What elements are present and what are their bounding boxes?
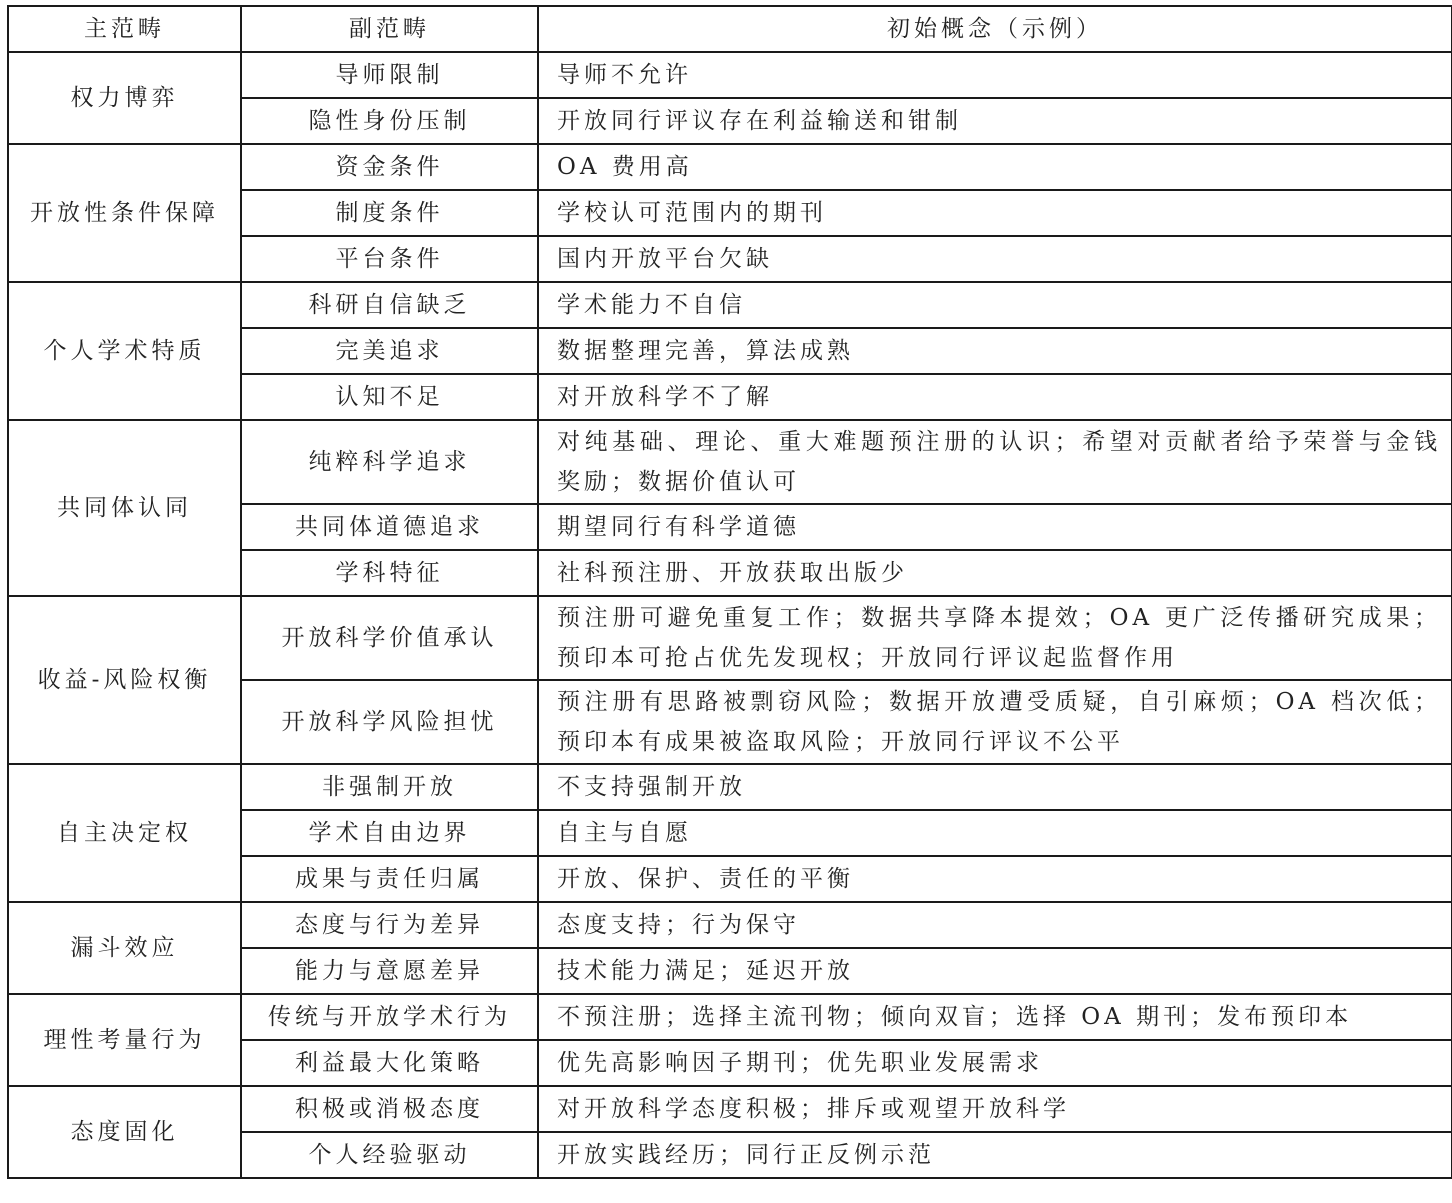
concept-cell: 学校认可范围内的期刊 bbox=[538, 190, 1452, 236]
sub-category-cell: 纯粹科学追求 bbox=[241, 420, 538, 504]
sub-category-cell: 成果与责任归属 bbox=[241, 856, 538, 902]
concept-cell: 对纯基础、理论、重大难题预注册的认识；希望对贡献者给予荣誉与金钱奖励；数据价值认可 bbox=[538, 420, 1452, 504]
concept-cell: 导师不允许 bbox=[538, 52, 1452, 98]
header-row bbox=[8, 6, 1452, 52]
concept-cell: 不支持强制开放 bbox=[538, 764, 1452, 810]
main-category-cell: 收益-风险权衡 bbox=[8, 596, 241, 764]
concept-cell: 预注册可避免重复工作；数据共享降本提效；OA 更广泛传播研究成果；预印本可抢占优先发现权；开放同行评议起监督作用 bbox=[538, 596, 1452, 680]
table-row bbox=[8, 282, 1452, 328]
header-initial-concept: 初始概念（示例） bbox=[538, 6, 1452, 52]
concept-cell: 开放同行评议存在利益输送和钳制 bbox=[538, 98, 1452, 144]
concept-cell: OA 费用高 bbox=[538, 144, 1452, 190]
concept-cell: 对开放科学态度积极；排斥或观望开放科学 bbox=[538, 1086, 1452, 1132]
table-row bbox=[8, 764, 1452, 810]
header-sub-category: 副范畴 bbox=[241, 6, 538, 52]
sub-category-cell: 共同体道德追求 bbox=[241, 504, 538, 550]
sub-category-cell: 开放科学价值承认 bbox=[241, 596, 538, 680]
sub-category-cell: 科研自信缺乏 bbox=[241, 282, 538, 328]
sub-category-cell: 态度与行为差异 bbox=[241, 902, 538, 948]
main-category-cell: 共同体认同 bbox=[8, 420, 241, 596]
table-row bbox=[8, 994, 1452, 1040]
concept-cell: 国内开放平台欠缺 bbox=[538, 236, 1452, 282]
table-row bbox=[8, 420, 1452, 504]
table-row bbox=[8, 52, 1452, 98]
sub-category-cell: 利益最大化策略 bbox=[241, 1040, 538, 1086]
main-category-cell: 权力博弈 bbox=[8, 52, 241, 144]
concept-cell: 开放实践经历；同行正反例示范 bbox=[538, 1132, 1452, 1178]
concept-cell: 开放、保护、责任的平衡 bbox=[538, 856, 1452, 902]
sub-category-cell: 隐性身份压制 bbox=[241, 98, 538, 144]
main-category-cell: 自主决定权 bbox=[8, 764, 241, 902]
sub-category-cell: 传统与开放学术行为 bbox=[241, 994, 538, 1040]
header-main-category: 主范畴 bbox=[8, 6, 241, 52]
sub-category-cell: 平台条件 bbox=[241, 236, 538, 282]
sub-category-cell: 学科特征 bbox=[241, 550, 538, 596]
sub-category-cell: 认知不足 bbox=[241, 374, 538, 420]
sub-category-cell: 导师限制 bbox=[241, 52, 538, 98]
concept-cell: 技术能力满足；延迟开放 bbox=[538, 948, 1452, 994]
sub-category-cell: 能力与意愿差异 bbox=[241, 948, 538, 994]
table-row bbox=[8, 902, 1452, 948]
sub-category-cell: 开放科学风险担忧 bbox=[241, 680, 538, 764]
concept-cell: 社科预注册、开放获取出版少 bbox=[538, 550, 1452, 596]
sub-category-cell: 非强制开放 bbox=[241, 764, 538, 810]
sub-category-cell: 学术自由边界 bbox=[241, 810, 538, 856]
main-category-cell: 个人学术特质 bbox=[8, 282, 241, 420]
sub-category-cell: 资金条件 bbox=[241, 144, 538, 190]
table-row bbox=[8, 596, 1452, 680]
concept-cell: 对开放科学不了解 bbox=[538, 374, 1452, 420]
sub-category-cell: 积极或消极态度 bbox=[241, 1086, 538, 1132]
concept-cell: 学术能力不自信 bbox=[538, 282, 1452, 328]
main-category-cell: 理性考量行为 bbox=[8, 994, 241, 1086]
main-category-cell: 态度固化 bbox=[8, 1086, 241, 1178]
concept-cell: 预注册有思路被剽窃风险；数据开放遭受质疑，自引麻烦；OA 档次低；预印本有成果被盗取风险；开放同行评议不公平 bbox=[538, 680, 1452, 764]
sub-category-cell: 制度条件 bbox=[241, 190, 538, 236]
concept-cell: 自主与自愿 bbox=[538, 810, 1452, 856]
table-row bbox=[8, 1086, 1452, 1132]
sub-category-cell: 完美追求 bbox=[241, 328, 538, 374]
concept-cell: 不预注册；选择主流刊物；倾向双盲；选择 OA 期刊；发布预印本 bbox=[538, 994, 1452, 1040]
concept-cell: 期望同行有科学道德 bbox=[538, 504, 1452, 550]
main-category-cell: 开放性条件保障 bbox=[8, 144, 241, 282]
table-row bbox=[8, 144, 1452, 190]
sub-category-cell: 个人经验驱动 bbox=[241, 1132, 538, 1178]
category-table bbox=[7, 5, 1452, 1179]
concept-cell: 态度支持；行为保守 bbox=[538, 902, 1452, 948]
concept-cell: 数据整理完善，算法成熟 bbox=[538, 328, 1452, 374]
concept-cell: 优先高影响因子期刊；优先职业发展需求 bbox=[538, 1040, 1452, 1086]
main-category-cell: 漏斗效应 bbox=[8, 902, 241, 994]
